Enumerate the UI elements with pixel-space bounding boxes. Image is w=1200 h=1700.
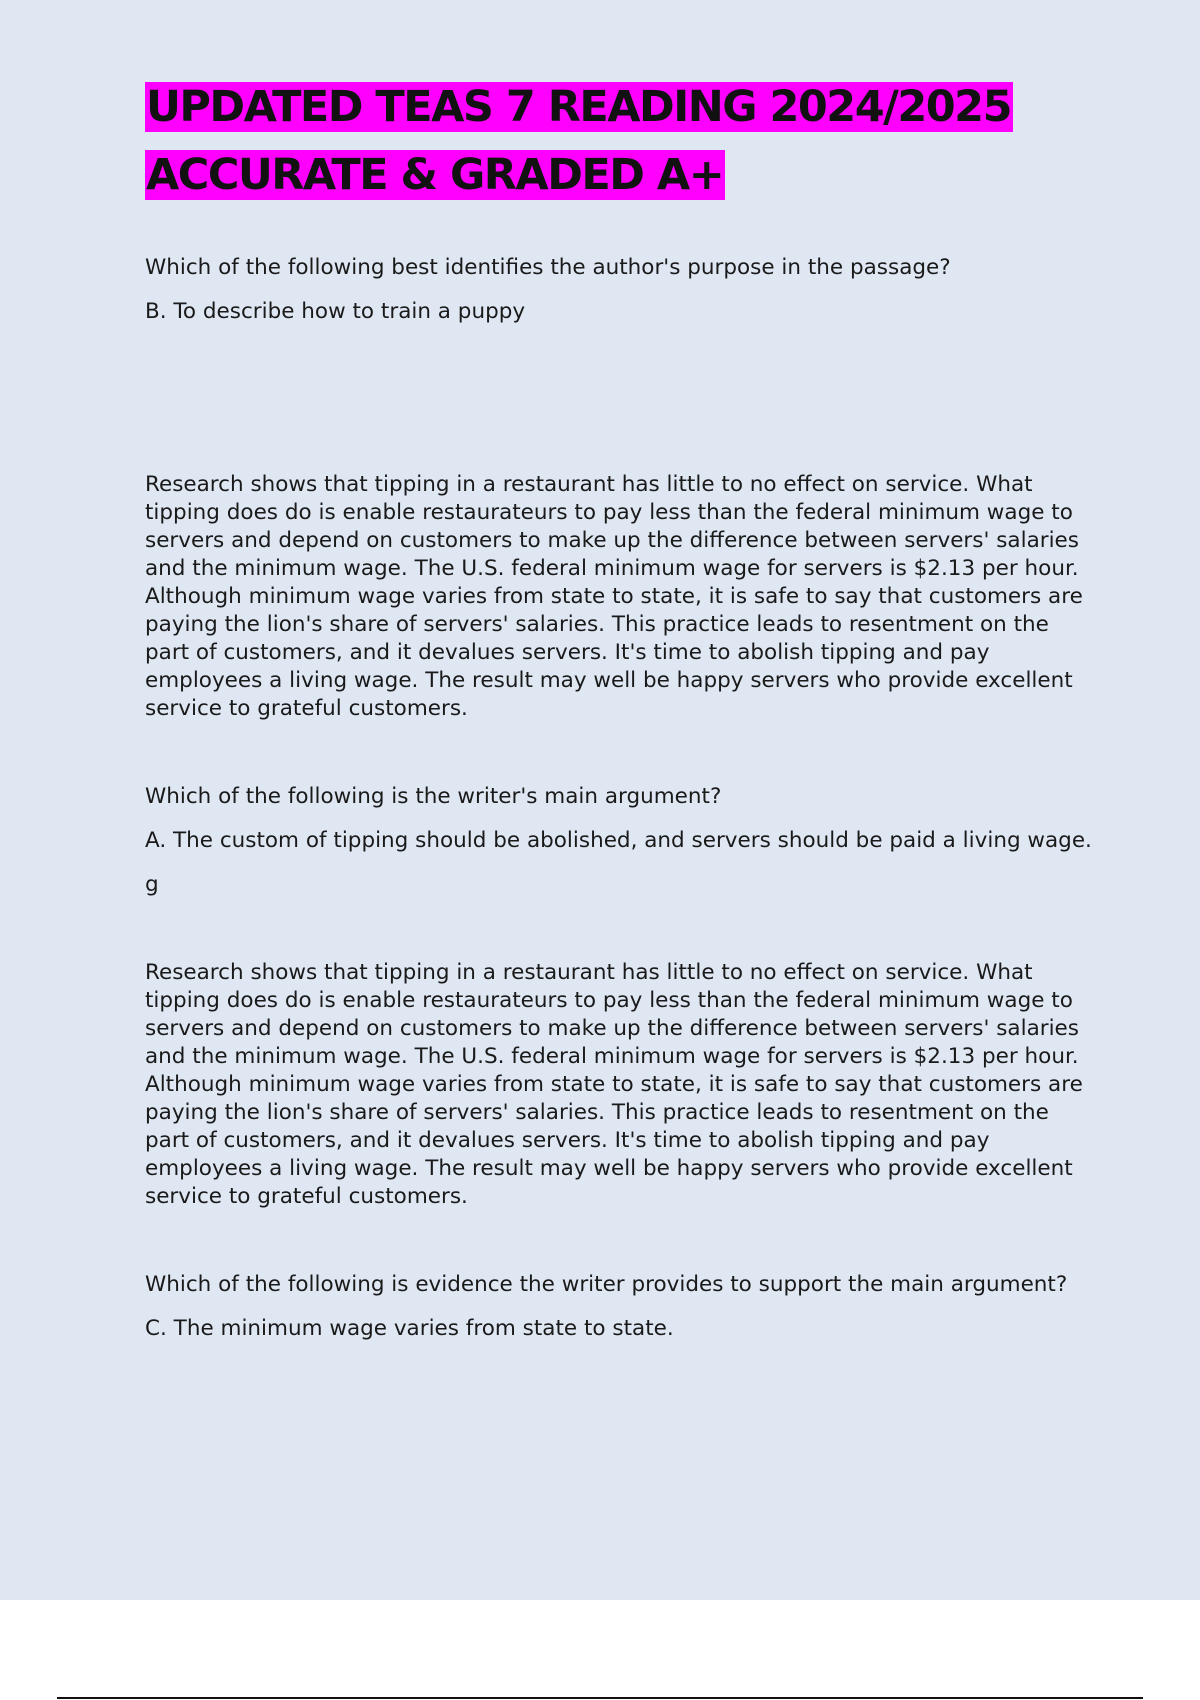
footer-divider <box>57 1697 1143 1699</box>
passage-2: Research shows that tipping in a restaurant has little to no effect on service. What tipping does do is enable restaurateurs to pay less than the federal minimum wage to servers and depend on customers to make up the difference between servers' salaries and the minimum wage. The U.S. federal minimum wage for servers is $2.13 per hour. Although minimum wage varies from state to state, it is safe to say that customers are paying the lion's share of servers' salaries. This practice leads to resentment on the part of customers, and it devalues servers. It's time to abolish tipping and pay employees a living wage. The result may well be happy servers who provide excellent service to grateful customers. <box>145 960 1083 1209</box>
title-line-2: ACCURATE & GRADED A+ <box>146 150 724 200</box>
question-2: Which of the following is the writer's main argument? <box>145 784 722 809</box>
passage-1: Research shows that tipping in a restaurant has little to no effect on service. What tipping does do is enable restaurateurs to pay less than the federal minimum wage to servers and depend on customers to make up the difference between servers' salaries and the minimum wage. The U.S. federal minimum wage for servers is $2.13 per hour. Although minimum wage varies from state to state, it is safe to say that customers are paying the lion's share of servers' salaries. This practice leads to resentment on the part of customers, and it devalues servers. It's time to abolish tipping and pay employees a living wage. The result may well be happy servers who provide excellent service to grateful customers. <box>145 472 1083 721</box>
document-title <box>145 73 1095 209</box>
answer-3: C. The minimum wage varies from state to state. <box>145 1316 674 1341</box>
question-1: Which of the following best identifies the author's purpose in the passage? <box>145 255 951 280</box>
question-3: Which of the following is evidence the writer provides to support the main argument? <box>145 1272 1068 1297</box>
answer-2: A. The custom of tipping should be abolished, and servers should be paid a living wage. <box>145 828 1092 853</box>
title-line-1: UPDATED TEAS 7 READING 2024/2025 <box>146 82 1012 132</box>
answer-1: B. To describe how to train a puppy <box>145 299 526 324</box>
document-content <box>145 73 1095 1343</box>
stray-character: g <box>145 872 159 897</box>
